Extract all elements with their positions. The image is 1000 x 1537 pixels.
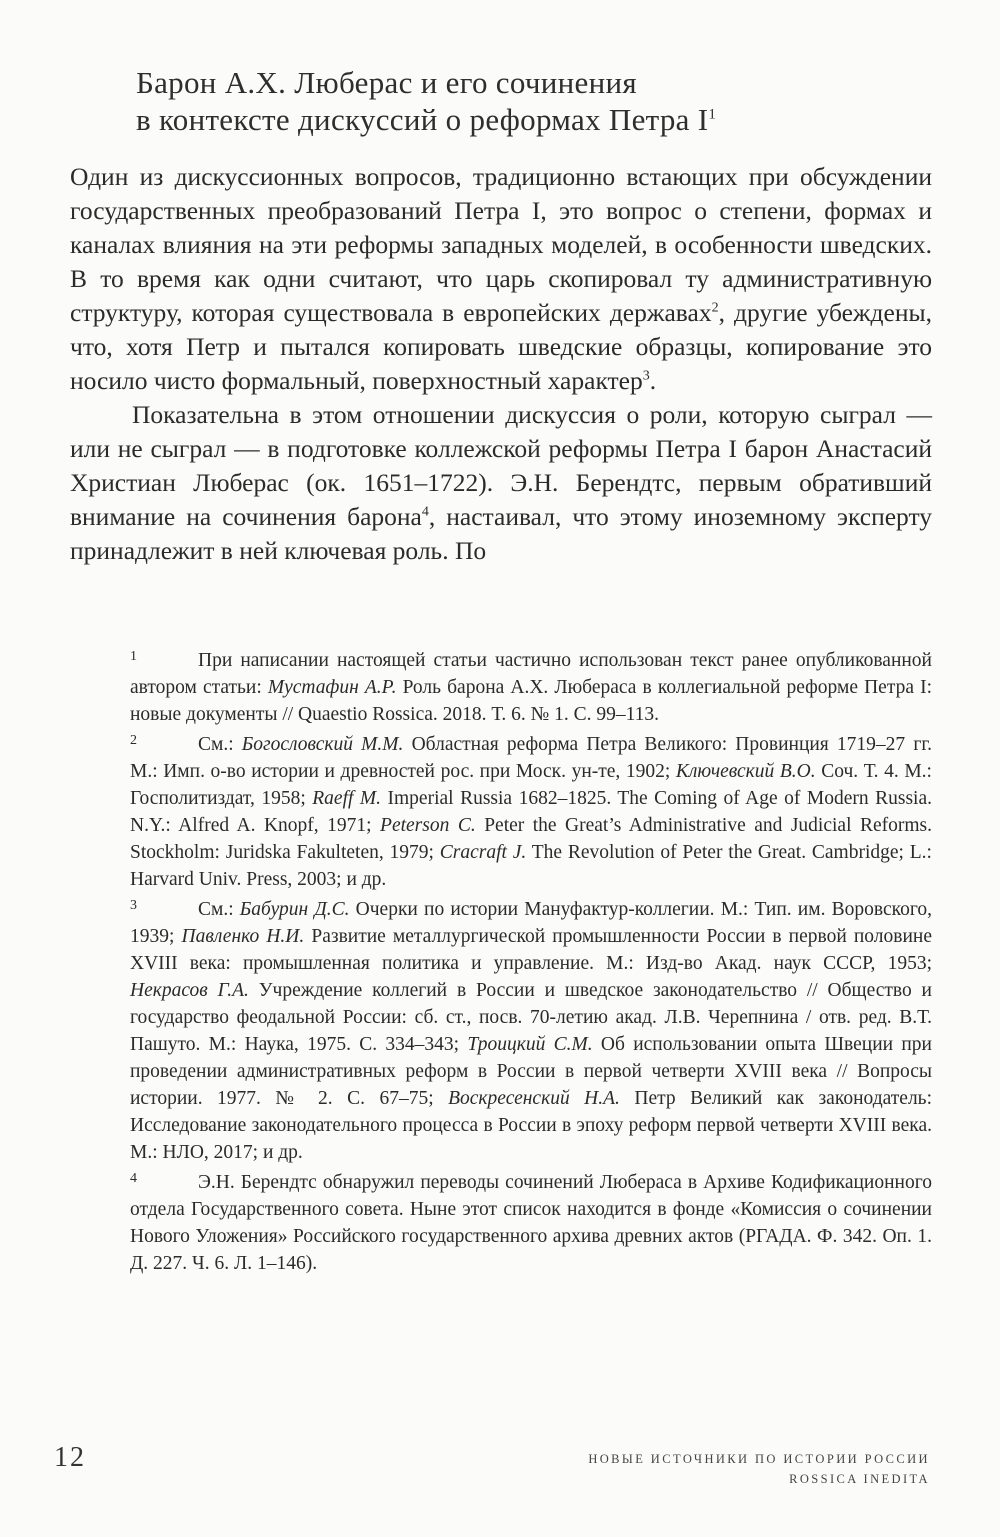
- footnote-text: При написании настоящей статьи частично использован текст ранее опубликованной автором статьи:: [130, 650, 932, 698]
- running-head-line-1: НОВЫЕ ИСТОЧНИКИ ПО ИСТОРИИ РОССИИ: [588, 1452, 930, 1466]
- running-head-line-2: ROSSICA INEDITA: [789, 1472, 930, 1486]
- footnote-text: The Revolution of Peter the Great. Cambridge; L.: Harvard Univ. Press, 2003; и др.: [130, 842, 932, 890]
- article-title: [136, 64, 936, 138]
- footnote-number: 1: [130, 649, 137, 664]
- footnote-number: 3: [130, 898, 137, 913]
- paragraph-1-text-a: Один из дискуссионных вопросов, традиционно встающих при обсуждении государственных преобразований Петра I, это вопрос о степени, формах и каналах влияния на эти реформы западных моделей, в особенности шведских. В то время как одни считают, что царь скопировал ту административную структуру, которая существовала в европейских державах: [70, 162, 932, 327]
- article-title-line-2-text: в контексте дискуссий о реформах Петра I: [136, 102, 709, 137]
- footnote-text: Очерки по истории Мануфактур-коллегии. М.: Тип. им. Воровского, 1939;: [130, 899, 932, 947]
- footnote-text: Областная реформа Петра Великого: Провинция 1719–27 гг. М.: Имп. о-во истории и древностей рос. при Моск. ун-те, 1902;: [130, 734, 932, 782]
- running-head: [588, 1449, 930, 1489]
- footnote-text: Peter the Great’s Administrative and Judicial Reforms. Stockholm: Juridska Fakulteten, 1979;: [130, 815, 933, 863]
- footnote-text: Соч. Т. 4. М.: Госполитиздат, 1958;: [130, 761, 932, 809]
- footnote-author: Мустафин А.Р.: [267, 677, 397, 698]
- footnote-author: Богословский М.М.: [241, 734, 404, 755]
- footnote-text: Imperial Russia 1682–1825. The Coming of Age of Modern Russia. N.Y.: Alfred A. Knopf, 1971;: [130, 788, 932, 836]
- footnote-2: [130, 731, 932, 893]
- article-title-line-2: [136, 101, 936, 138]
- footnote-4: [130, 1169, 932, 1277]
- footnote-author: Воскресенский Н.А.: [448, 1088, 620, 1109]
- main-text: [70, 160, 932, 568]
- footnote-author: Троицкий С.М.: [467, 1034, 593, 1055]
- article-title-line-1: Барон А.Х. Люберас и его сочинения: [136, 65, 637, 100]
- footnote-author: Некрасов Г.А.: [130, 980, 249, 1001]
- footnote-author: Peterson C.: [380, 815, 476, 836]
- paragraph-1-text-c: .: [649, 366, 657, 395]
- footnote-text: См.:: [198, 899, 240, 920]
- page-number: 12: [54, 1442, 86, 1473]
- footnote-number: 2: [130, 733, 137, 748]
- footnote-ref-4[interactable]: 4: [421, 504, 429, 520]
- footnote-text: Развитие металлургической промышленности России в первой половине XVIII века: промышленная политика и управление. М.: Изд-во Акад. наук СССР, 1953;: [130, 926, 932, 974]
- paragraph-1: [70, 160, 932, 398]
- footnote-text: Э.Н. Берендтс обнаружил переводы сочинений Любераса в Архиве Кодификационного отдела Государственного совета. Ныне этот список находится в фонде «Комиссия о сочинении Нового Уложения» Российского государственного архива древних актов (РГАДА. Ф. 342. Оп. 1. Д. 227. Ч. 6. Л. 1–146).: [130, 1172, 932, 1274]
- footnote-1: [130, 647, 932, 728]
- footnote-author: Raeff M.: [312, 788, 382, 809]
- footnote-ref-1[interactable]: 1: [708, 106, 717, 123]
- footnotes: [130, 647, 932, 1277]
- paragraph-2: [70, 398, 932, 568]
- footnote-author: Cracraft J.: [439, 842, 527, 863]
- footnote-author: Ключевский В.О.: [675, 761, 816, 782]
- footnote-3: [130, 896, 932, 1166]
- paragraph-2-text-b: , настаивал, что этому иноземному эксперту принадлежит в ней ключевая роль. По: [70, 502, 933, 565]
- footnote-ref-3[interactable]: 3: [642, 368, 650, 384]
- footnote-text: Учреждение коллегий в России и шведское законодательство // Общество и государство феодальной России: сб. ст., посв. 70-летию акад. Л.В. Черепнина / отв. ред. В.Т. Пашуто. М.: Наука, 1975. С. 334–343;: [130, 980, 932, 1055]
- footnote-author: Бабурин Д.С.: [239, 899, 350, 920]
- footnote-text: Петр Великий как законодатель: Исследование законодательного процесса в России в эпоху реформ первой четверти XVIII века. М.: НЛО, 2017; и др.: [130, 1088, 932, 1163]
- paragraph-2-text-a: Показательна в этом отношении дискуссия о роли, которую сыграл — или не сыграл — в подготовке коллежской реформы Петра I барон Анастасий Христиан Люберас (ок. 1651–1722). Э.Н. Берендтс, первым обративший внимание на сочинения барона: [70, 400, 932, 531]
- footnote-text: Об использовании опыта Швеции при проведении административных реформ в России в первой четверти XVIII века // Вопросы истории. 1977. № 2. С. 67–75;: [130, 1034, 932, 1109]
- footnote-text: См.:: [198, 734, 242, 755]
- footnote-author: Павленко Н.И.: [181, 926, 305, 947]
- footnote-number: 4: [130, 1171, 137, 1186]
- paragraph-1-text-b: , другие убеждены, что, хотя Петр и пытался копировать шведские образцы, копирование это носило чисто формальный, поверхностный характер: [70, 298, 932, 395]
- footnote-ref-2[interactable]: 2: [711, 300, 719, 316]
- footnote-text: Роль барона А.Х. Любераса в коллегиальной реформе Петра I: новые документы // Quaestio Rossica. 2018. Т. 6. № 1. С. 99–113.: [130, 677, 932, 725]
